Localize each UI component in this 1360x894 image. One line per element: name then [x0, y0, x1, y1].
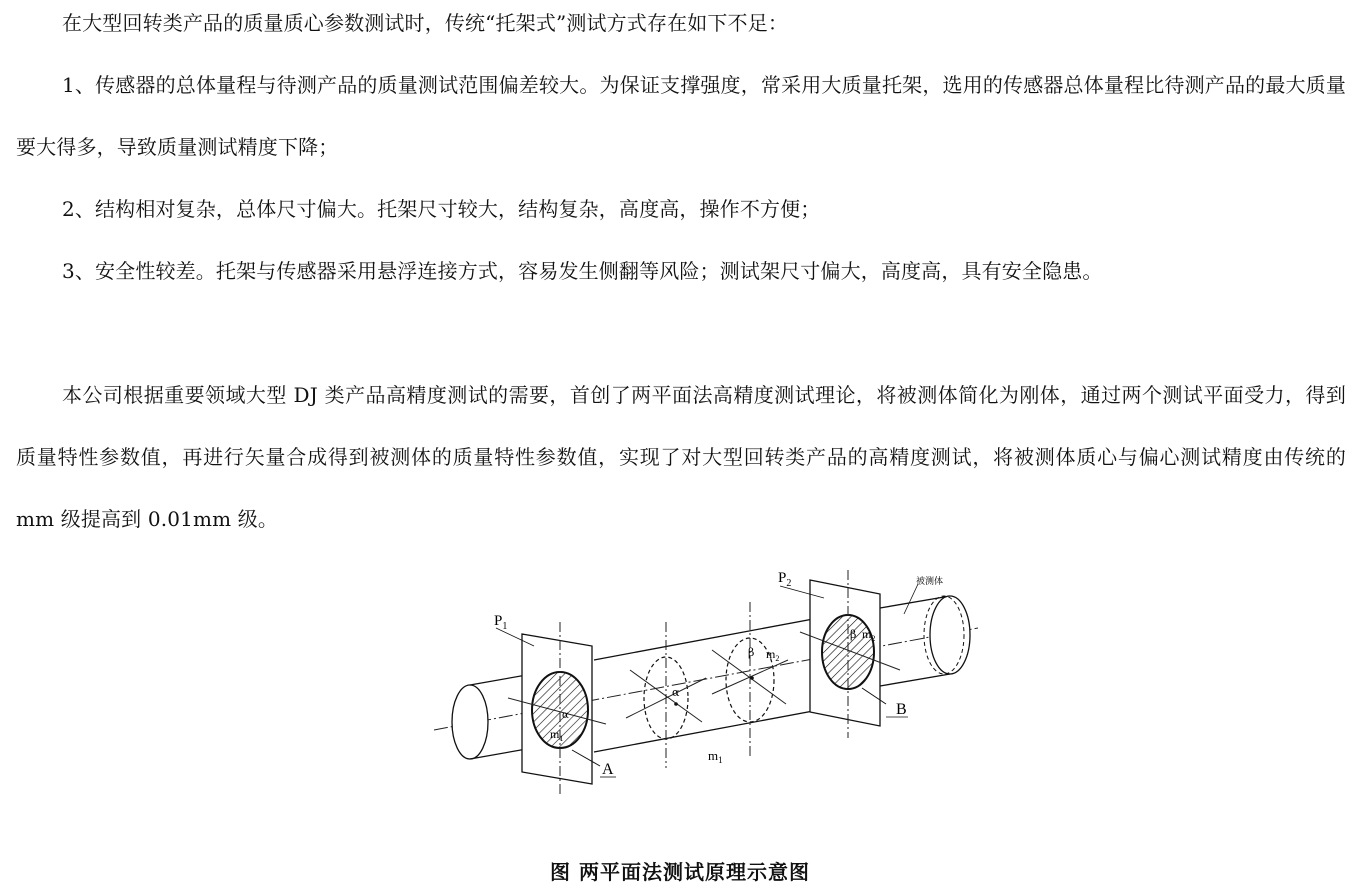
right-cylinder: [880, 584, 970, 686]
figure-caption: 图 两平面法测试原理示意图: [550, 860, 810, 884]
diagram-svg: [430, 562, 990, 812]
paragraph-point-3: 3、安全性较差。托架与传感器采用悬浮连接方式，容易发生侧翻等风险；测试架尺寸偏大，高度高，具有安全隐患。: [62, 259, 1103, 283]
center-point-mid: [674, 702, 678, 706]
label-p1: $P_1$: [494, 613, 508, 632]
label-alpha-mid: α: [672, 686, 680, 699]
middle-cylinder: [594, 602, 840, 768]
label-p2: $P_2$: [778, 570, 792, 589]
paragraph-point-1: 1、传感器的总体量程与待测产品的质量测试范围偏差较大。为保证支撑强度，常采用大质量托架，选用的传感器总体量程比待测产品的最大质量要大得多，导致质量测试精度下降；: [16, 73, 1346, 159]
two-plane-diagram: [430, 562, 990, 812]
label-a: A: [602, 761, 614, 778]
label-beta-right: β: [850, 628, 857, 641]
label-m2-right: $m_2$: [862, 627, 876, 643]
label-m1-left: $m_1$: [550, 727, 564, 743]
paragraph-company: 本公司根据重要领域大型 DJ 类产品高精度测试的需要，首创了两平面法高精度测试理论，将被测体简化为刚体，通过两个测试平面受力，得到质量特性参数值，再进行矢量合成得到被测体的质量特性参数值，实现了对大型回转类产品的高精度测试，将被测体质心与偏心测试精度由传统的 mm 级提高到 0.01mm 级。: [16, 383, 1346, 531]
center-point-right: [750, 676, 754, 680]
paragraph-intro: 在大型回转类产品的质量质心参数测试时，传统“托架式”测试方式存在如下不足：: [62, 11, 788, 35]
label-body: 被测体: [916, 577, 944, 587]
label-m1-center: $m_1$: [708, 748, 723, 765]
paragraph-point-2: 2、结构相对复杂，总体尺寸偏大。托架尺寸较大，结构复杂，高度高，操作不方便；: [62, 197, 821, 221]
label-beta-mid: β: [748, 646, 755, 659]
plane-p1: [508, 622, 606, 796]
label-alpha-left: α: [562, 710, 569, 721]
label-b: B: [896, 701, 907, 718]
label-m2-mid: $m_2$: [766, 647, 780, 663]
